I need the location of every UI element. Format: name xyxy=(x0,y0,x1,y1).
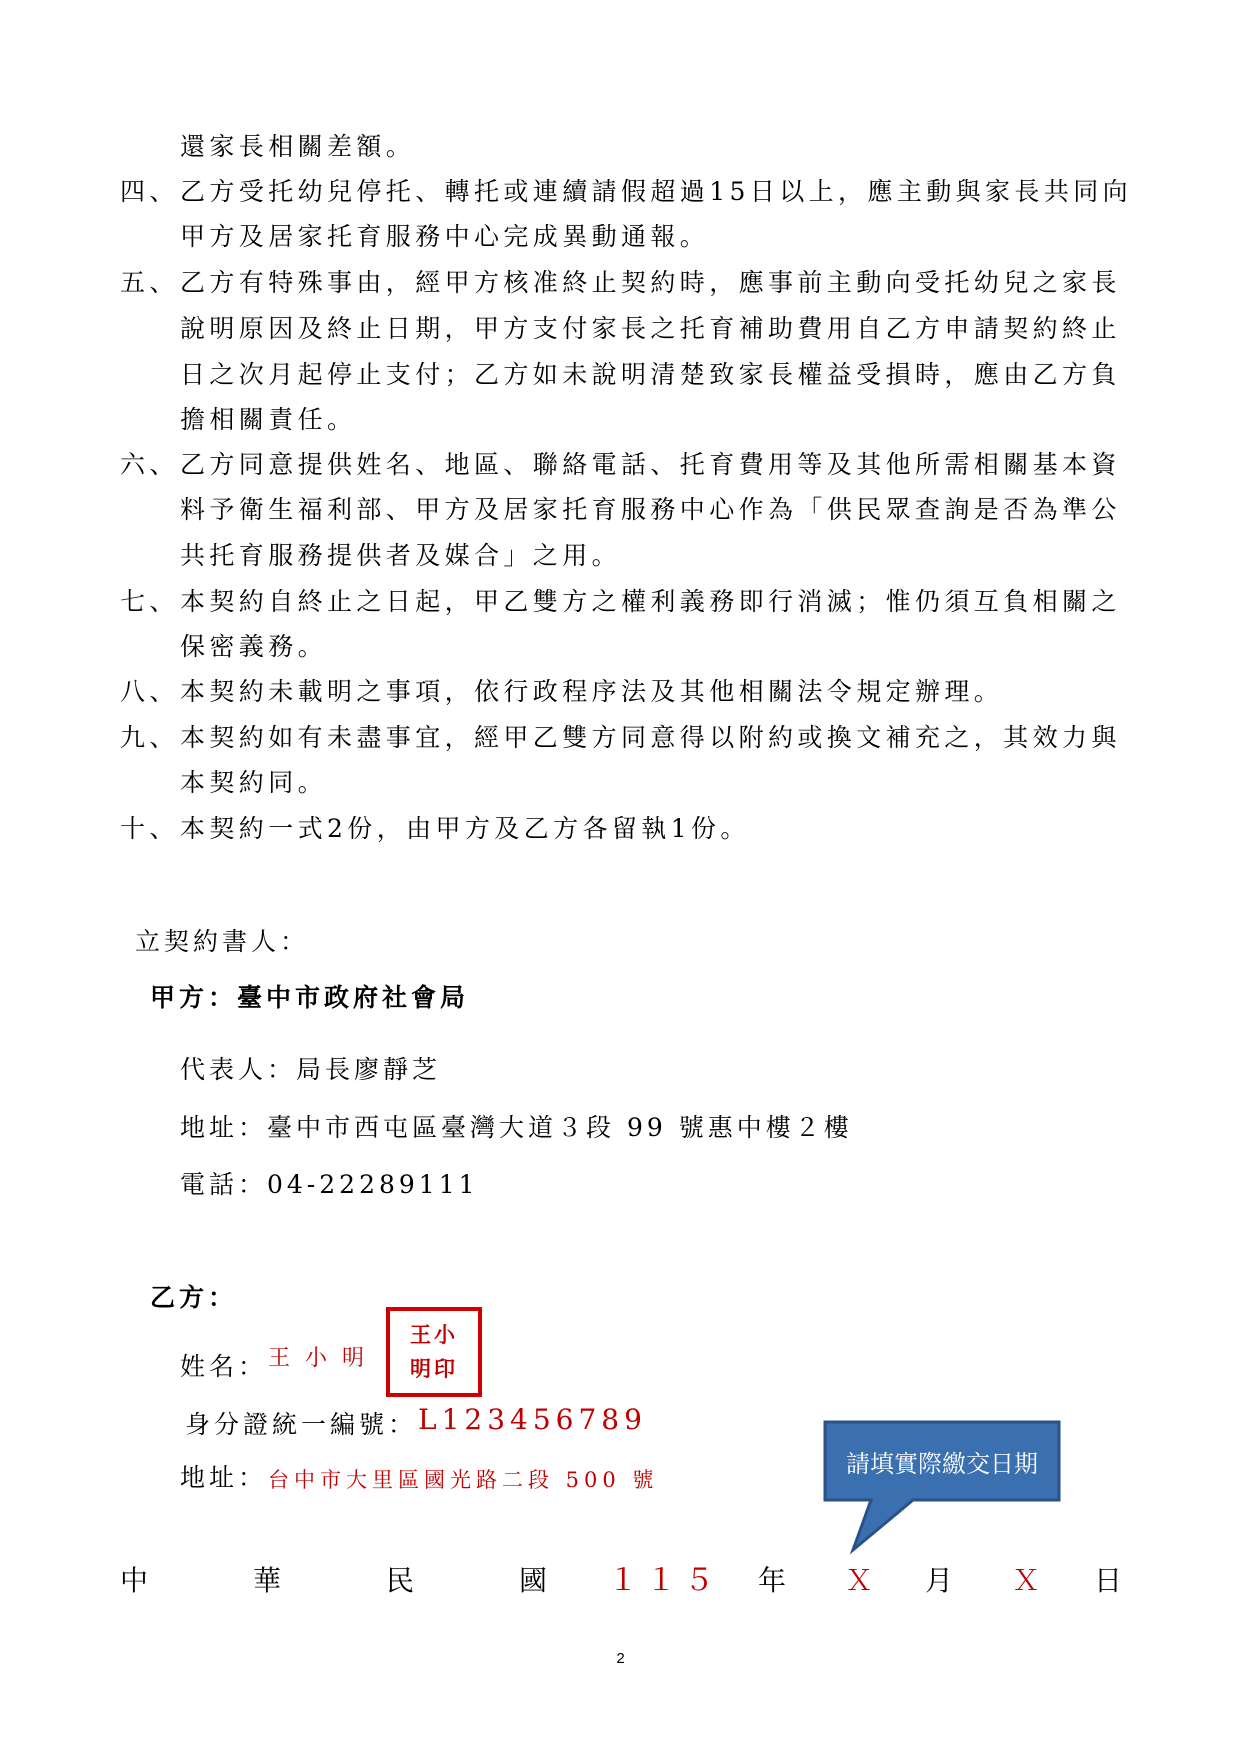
clause-7-number: 七、 xyxy=(120,587,179,616)
seal-text-line-2: 明印 xyxy=(410,1356,458,1381)
page-number: 2 xyxy=(616,1650,625,1667)
date-year-value: １１５ xyxy=(608,1563,722,1598)
clause-5-line-4: 擔相關責任。 xyxy=(180,405,357,434)
date-label-hua: 華 xyxy=(253,1564,282,1597)
party-b-name-value: 王 小 明 xyxy=(268,1346,368,1371)
clause-7-line-1: 本契約自終止之日起，甲乙雙方之權利義務即行消滅；惟仍須互負相關之 xyxy=(180,587,1121,616)
personal-seal-stamp xyxy=(386,1307,482,1397)
clause-3-continuation: 還家長相關差額。 xyxy=(180,132,416,161)
clause-6-line-1: 乙方同意提供姓名、地區、聯絡電話、托育費用等及其他所需相關基本資 xyxy=(180,450,1121,479)
clause-9-line-2: 本契約同。 xyxy=(180,768,328,797)
party-a-representative: 代表人：局長廖靜芝 xyxy=(180,1055,442,1084)
date-label-month: 月 xyxy=(925,1564,954,1597)
clause-4-line-2: 甲方及居家托育服務中心完成異動通報。 xyxy=(180,222,710,251)
date-label-guo: 國 xyxy=(519,1564,548,1597)
callout-text: 請填實際繳交日期 xyxy=(846,1449,1038,1478)
party-b-address-value: 台中市大里區國光路二段 500 號 xyxy=(268,1468,659,1492)
party-b-name-label: 姓名： xyxy=(180,1352,268,1381)
clause-9-line-1: 本契約如有未盡事宜，經甲乙雙方同意得以附約或換文補充之，其效力與 xyxy=(180,723,1121,752)
clause-5-line-3: 日之次月起停止支付；乙方如未說明清楚致家長權益受損時，應由乙方負 xyxy=(180,360,1121,389)
clause-5-line-1: 乙方有特殊事由，經甲方核准終止契約時，應事前主動向受托幼兒之家長 xyxy=(180,268,1121,297)
signatories-heading: 立契約書人： xyxy=(135,927,310,956)
date-label-year: 年 xyxy=(758,1564,787,1597)
party-b-id-label: 身分證統一編號： xyxy=(185,1410,418,1439)
party-a-phone: 電話：04-22289111 xyxy=(180,1170,479,1199)
clause-10-line-1: 本契約一式2份，由甲方及乙方各留執1份。 xyxy=(180,814,750,843)
party-a-address: 地址：臺中市西屯區臺灣大道３段 99 號惠中樓２樓 xyxy=(180,1113,853,1142)
clause-4-number: 四、 xyxy=(120,177,179,206)
date-day-value: Ｘ xyxy=(1012,1564,1041,1597)
clause-5-line-2: 說明原因及終止日期，甲方支付家長之托育補助費用自乙方申請契約終止 xyxy=(180,314,1121,343)
party-b-address-label: 地址： xyxy=(180,1463,268,1492)
clause-5-number: 五、 xyxy=(120,268,179,297)
reminder-callout xyxy=(823,1420,1061,1502)
seal-text-line-1: 王小 xyxy=(410,1322,458,1347)
clause-6-line-2: 料予衛生福利部、甲方及居家托育服務中心作為「供民眾查詢是否為準公 xyxy=(180,495,1121,524)
date-label-day: 日 xyxy=(1094,1564,1123,1597)
party-a-title: 甲方：臺中市政府社會局 xyxy=(150,983,470,1012)
clause-8-line-1: 本契約未載明之事項，依行政程序法及其他相關法令規定辦理。 xyxy=(180,677,1004,706)
date-label-zhong: 中 xyxy=(120,1564,149,1597)
date-month-value: Ｘ xyxy=(845,1564,874,1597)
date-label-min: 民 xyxy=(386,1564,415,1597)
party-b-title: 乙方： xyxy=(150,1283,238,1312)
clause-10-number: 十、 xyxy=(120,814,179,843)
clause-7-line-2: 保密義務。 xyxy=(180,632,328,661)
clause-4-line-1: 乙方受托幼兒停托、轉托或連續請假超過15日以上，應主動與家長共同向 xyxy=(180,177,1133,206)
clause-9-number: 九、 xyxy=(120,723,179,752)
clause-6-number: 六、 xyxy=(120,450,179,479)
clause-6-line-3: 共托育服務提供者及媒合」之用。 xyxy=(180,541,622,570)
clause-8-number: 八、 xyxy=(120,677,179,706)
party-b-id-value: L123456789 xyxy=(418,1403,647,1436)
